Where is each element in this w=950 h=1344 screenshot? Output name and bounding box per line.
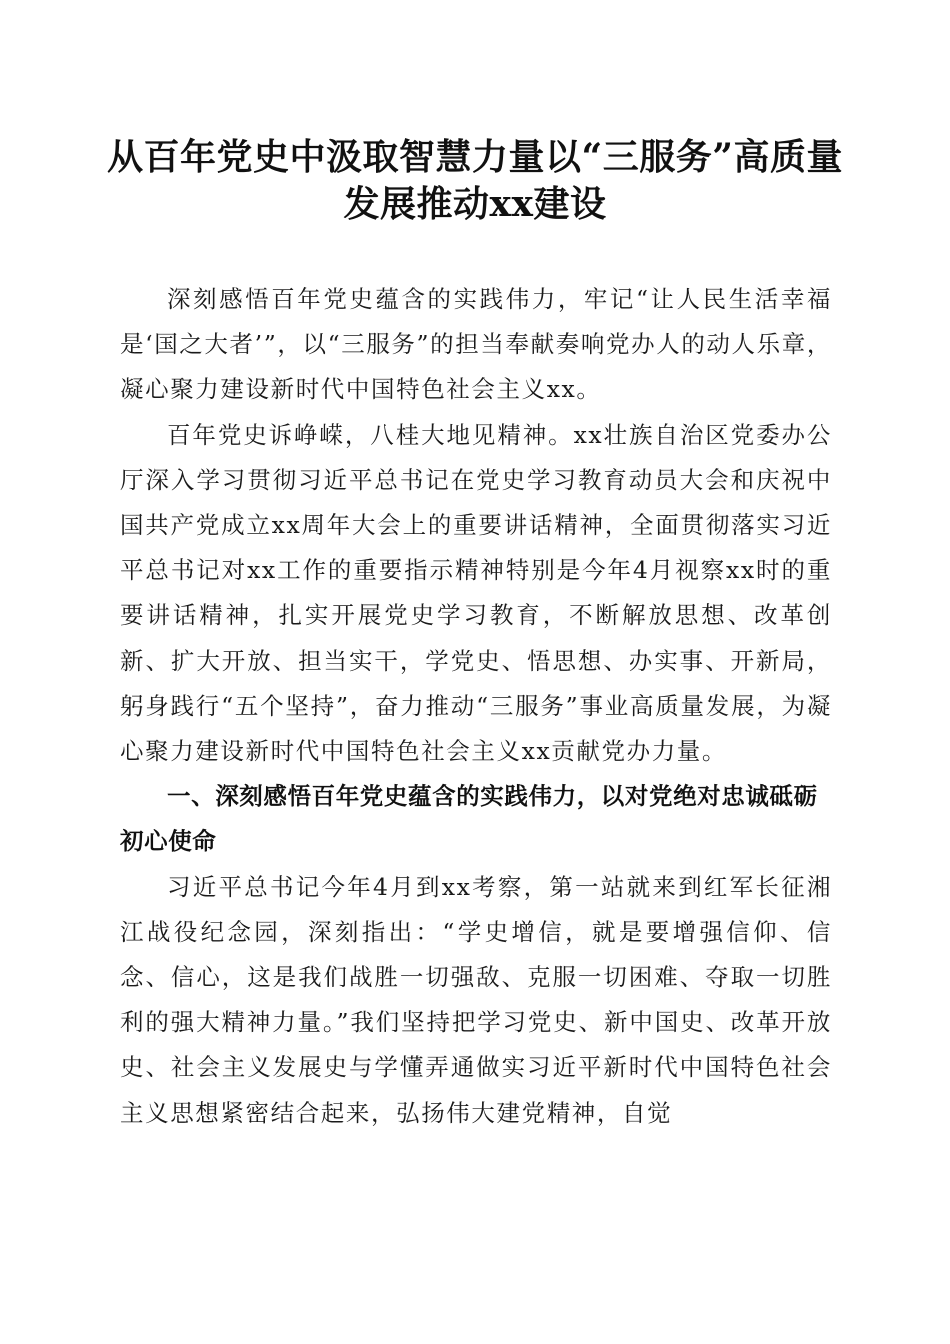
- background-paragraph: 百年党史诉峥嵘，八桂大地见精神。xx壮族自治区党委办公厅深入学习贯彻习近平总书记在党史学习教育动员大会和庆祝中国共产党成立xx周年大会上的重要讲话精神，全面贯彻落实习近平总书记对xx工作的重要指示精神特别是今年4月视察xx时的重要讲话精神，扎实开展党史学习教育，不断解放思想、改革创新、扩大开放、担当实干，学党史、悟思想、办实事、开新局，躬身践行“五个坚持”，奋力推动“三服务”事业高质量发展，为凝心聚力建设新时代中国特色社会主义xx贡献党办力量。: [120, 420, 832, 766]
- document-title: 从百年党史中汲取智慧力量以“三服务”高质量发展推动xx建设: [107, 136, 843, 225]
- document-body: [120, 277, 832, 1136]
- intro-paragraph: 深刻感悟百年党史蕴含的实践伟力，牢记“让人民生活幸福是‘国之大者’”，以“三服务”的担当奉献奏响党办人的动人乐章，凝心聚力建设新时代中国特色社会主义xx。: [120, 285, 832, 404]
- section-heading: 一、深刻感悟百年党史蕴含的实践伟力，以对党绝对忠诚砥砺初心使命: [120, 782, 818, 856]
- section-paragraph: 习近平总书记今年4月到xx考察，第一站就来到红军长征湘江战役纪念园，深刻指出：“学史增信，就是要增强信仰、信念、信心，这是我们战胜一切强敌、克服一切困难、夺取一切胜利的强大精神力量。”我们坚持把学习党史、新中国史、改革开放史、社会主义发展史与学懂弄通做实习近平新时代中国特色社会主义思想紧密结合起来，弘扬伟大建党精神，自觉: [120, 872, 832, 1127]
